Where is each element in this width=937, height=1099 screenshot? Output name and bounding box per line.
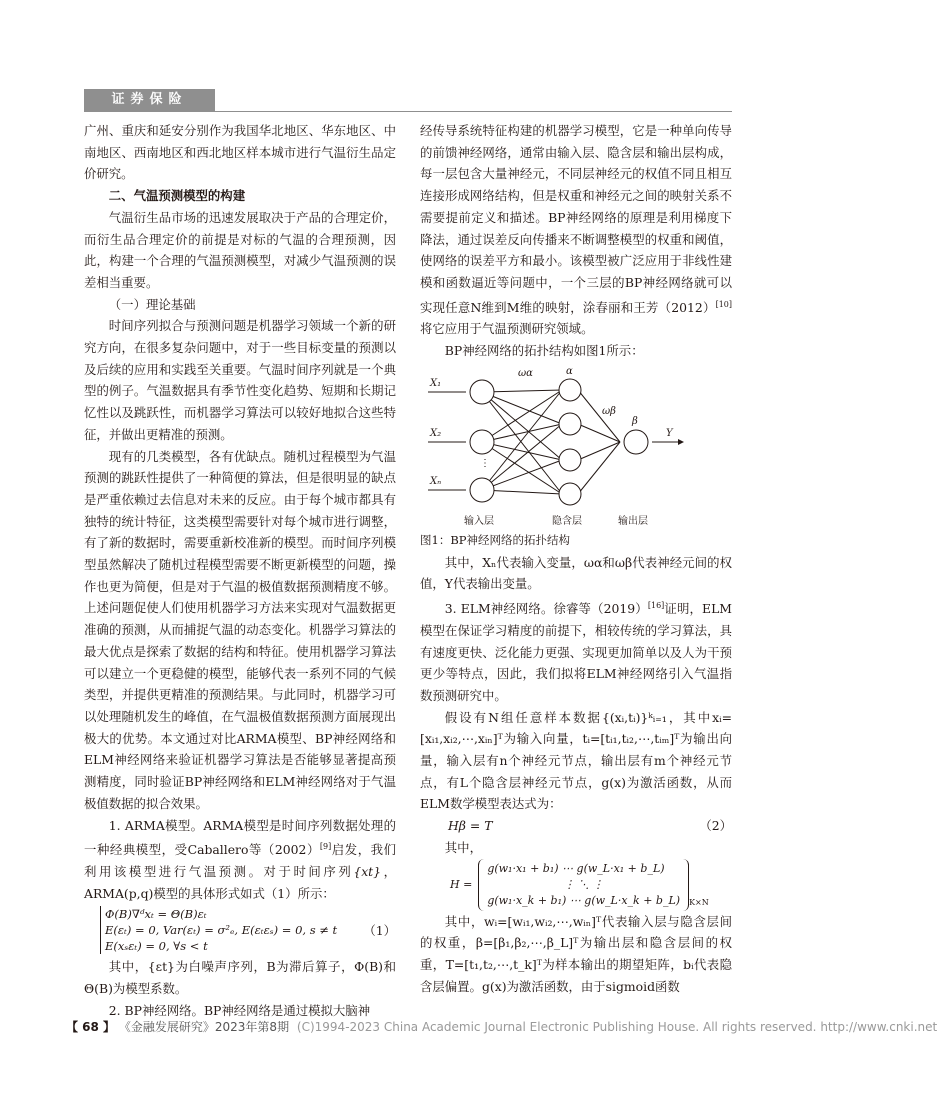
matrix-row: ⋮ ⋱ ⋮: [563, 877, 604, 891]
text-run: 1. ARMA模型。ARMA模型是时间序列数据处理的一种经典模型，受Caballero等（2002）: [84, 817, 396, 858]
paragraph: 其中，wᵢ=[wᵢ₁,wᵢ₂,⋯,wᵢₙ]ᵀ代表输入层与隐含层间的权重，β=[β₁,β₂,⋯,β_L]ᵀ为输出层和隐含层间的权重，T=[t₁,t₂,⋯,t_k]ᵀ为样本输出的期望矩阵，bᵢ代表隐含层偏置。g(x)为激活函数，由于sigmoid函数: [420, 913, 732, 994]
paragraph: 其中，: [444, 839, 482, 855]
text-run: 经传导系统特征构建的机器学习模型，它是一种单向传导的前馈神经网络，通常由输入层、隐含层和输出层构成，每一层包含大量神经元，不同层神经元的权值不同且相互连接形成网络结构，但是权重和神经元之间的映射关系不需要提前定义和描述。BP神经网络的原理是利用梯度下降法，通过误差反向传播来不断调整模型的权重和阈值，使网络的误差平方和最小。该模型被广泛应用于非线性建模和函数逼近等问题中，一个三层的BP神经网络就可以实现任意N维到M维的映射，涂春丽和王芳（2012）: [420, 123, 732, 315]
paragraph-arma: [84, 815, 396, 905]
hidden-neuron: [559, 413, 581, 435]
header-rule: [84, 111, 732, 112]
equation-text: Hβ = T: [448, 818, 493, 834]
text-run: 证明，ELM模型在保证学习精度的前提下，相较传统的学习算法，具有速度更快、泛化能力更强、实现更加简单以及人为干预更少等特点，因此，我们拟将ELM神经网络引入气温指数预测研究中。: [420, 601, 732, 703]
label-w-beta: ωβ: [602, 405, 616, 417]
page-footer: [66, 1018, 937, 1035]
right-column: [420, 120, 732, 997]
label-xn: Xₙ: [430, 475, 442, 487]
equation-line: E(xₛεₜ) = 0, ∀s < t: [105, 939, 208, 954]
matrix-h: [450, 859, 732, 911]
equation-number: （2）: [699, 818, 732, 834]
input-layer-label: 输入层: [464, 515, 494, 527]
paragraph: 广州、重庆和延安分别作为我国华北地区、华东地区、中南地区、西南地区和西北地区样本城市进行气温衍生品定价研究。: [84, 123, 396, 182]
copyright-watermark: (C)1994-2023 China Academic Journal Electronic Publishing House. All rights reserved. http://www.cnki.net: [296, 1020, 937, 1034]
matrix-dimension: K×N: [689, 897, 709, 907]
dots-input: ⋮: [480, 457, 490, 469]
equation-line: Φ(B)∇ᵈxₜ = Θ(B)εₜ: [105, 907, 207, 922]
hidden-neuron: [559, 379, 581, 401]
label-w-alpha: ωα: [518, 367, 533, 379]
input-neuron-n: [470, 478, 494, 502]
citation-ref: [9]: [319, 842, 332, 852]
page-number: 【 68 】: [66, 1020, 116, 1034]
paragraph-bp: [420, 120, 732, 340]
hidden-neuron: [559, 449, 581, 471]
equation-2: [420, 815, 732, 837]
text-run: 启发，我们利用该模型进行气温预测。对于时间序列: [84, 842, 396, 880]
journal-name: 《金融发展研究》2023年第8期: [118, 1020, 290, 1034]
equation-system: [100, 906, 337, 954]
label-x2: X₂: [430, 427, 442, 439]
equation-1: [84, 906, 396, 954]
matrix-row: g(w₁·x_k + b₁) ⋯ g(w_L·x_k + b_L): [487, 893, 681, 907]
paragraph: 其中，{εt}为白噪声序列，B为滞后算子，Φ(B)和Θ(B)为模型系数。: [84, 959, 396, 997]
citation-ref: [10]: [715, 299, 732, 309]
matrix-row: g(w₁·x₁ + b₁) ⋯ g(w_L·x₁ + b_L): [487, 861, 665, 875]
text-run: 3. ELM神经网络。徐睿等（2019）: [444, 601, 648, 617]
text-run: 将它应用于气温预测研究领域。: [420, 321, 594, 337]
output-neuron: [624, 430, 648, 454]
label-y: Y: [666, 427, 673, 439]
paragraph: 现有的几类模型，各有优缺点。随机过程模型为气温预测的跳跃性提供了一种简便的算法，但是很明显的缺点是严重依赖过去信息对未来的反应。由于每个城市都具有独特的统计特征，这类模型需要针对每个城市进行调整，有了新的数据时，需要重新校准新的模型。而时间序列模型虽然解决了随机过程模型需要不断更新模型的问题，操作也更为简便，但是对于气温的极值数据预测精度不够。上述问题促使人们使用机器学习方法来实现对气温数据更准确的预测，从而捕捉气温的动态变化。机器学习算法的最大优点是探索了数据的结构和特征。使用机器学习算法可以建立一个更稳健的模型，能够代表一系列不同的气候类型，并提供更精准的预测结果。与此同时，机器学习可以处理随机发生的峰值，在气温极值数据预测方面展现出极大的优势。本文通过对比ARMA模型、BP神经网络和ELM神经网络来验证机器学习算法是否能够显著提高预测精度，同时验证BP神经网络和ELM神经网络对于气温极值数据的拟合效果。: [84, 448, 396, 811]
equation-line: E(εₜ) = 0, Var(εₜ) = σ²ₑ, E(εₜεₛ) = 0, s ≠ t: [105, 923, 338, 938]
symbol: {xt}: [353, 864, 382, 880]
label-beta: β: [632, 415, 638, 427]
network-diagram: [420, 362, 732, 530]
paragraph: 2. BP神经网络。BP神经网络是通过模拟大脑神: [108, 1002, 371, 1018]
paragraph: 其中，Xₙ代表输入变量，ωα和ωβ代表神经元间的权值，Y代表输出变量。: [420, 554, 732, 592]
hidden-layer-label: 隐含层: [552, 515, 582, 527]
section-header-title: 证券保险: [111, 92, 188, 107]
paragraph: 时间序列拟合与预测问题是机器学习领域一个新的研究方向，在很多复杂问题中，对于一些目标变量的预测以及后续的应用和实践至关重要。气温时间序列就是一个典型的例子。气温数据具有季节性变化趋势、短期和长期记忆性以及跳跃性，而机器学习算法可以较好地拟合这些特征，并做出更精准的预测。: [84, 318, 396, 442]
figure-caption: 图1：BP神经网络的拓扑结构: [420, 532, 571, 547]
paragraph-elm: [420, 595, 732, 707]
matrix-body: [478, 859, 689, 911]
text-run: ，ARMA(p,q)模型的具体形式如式（1）所示：: [84, 864, 397, 901]
paragraph: BP神经网络的拓扑结构如图1所示：: [444, 343, 644, 359]
output-layer-label: 输出层: [618, 515, 648, 527]
matrix-lhs: H =: [450, 877, 473, 891]
hidden-neuron: [559, 483, 581, 505]
citation-ref: [16]: [647, 600, 665, 610]
paragraph: 气温衍生品市场的迅速发展取决于产品的合理定价，而衍生品合理定价的前提是对标的气温的合理预测，因此，构建一个合理的气温预测模型，对减少气温预测的误差相当重要。: [84, 209, 396, 290]
bp-network-figure: [420, 362, 732, 530]
equation-number: （1）: [363, 922, 396, 938]
left-column: [84, 120, 396, 1022]
section-heading: 二、气温预测模型的构建: [108, 188, 246, 204]
input-neuron-2: [470, 430, 494, 454]
paragraph: 假设有N组任意样本数据{(xᵢ,tᵢ)}ᵏᵢ₌₁，其中xᵢ=[xᵢ₁,xᵢ₂,⋯,xᵢₙ]ᵀ为输入向量，tᵢ=[tᵢ₁,tᵢ₂,⋯,tᵢₘ]ᵀ为输出向量，输入层有n个神经元节点，输出层有m个神经元节点，有L个隐含层神经元节点，g(x)为激活函数，从而ELM数学模型表达式为：: [420, 709, 732, 812]
input-neuron-1: [470, 380, 494, 404]
label-alpha: α: [566, 365, 573, 377]
subsection-heading: （一）理论基础: [108, 296, 196, 312]
output-arrow: [678, 439, 684, 445]
label-x1: X₁: [430, 377, 442, 389]
